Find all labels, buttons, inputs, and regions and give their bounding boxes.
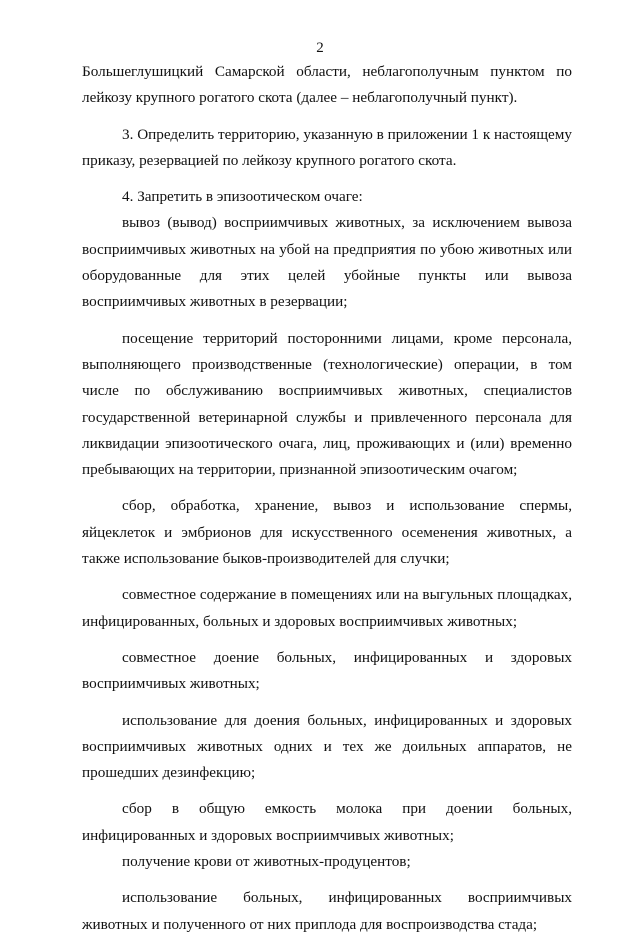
paragraph: 4. Запретить в эпизоотическом очаге: <box>122 188 363 206</box>
paragraph: сбор в общую емкость молока при доении больных, инфицированных и здоровых восприимчивых животных; <box>82 800 572 844</box>
paragraph: использование для доения больных, инфицированных и здоровых восприимчивых животных одних и тех же доильных аппаратов, не прошедших дезинфекцию; <box>82 711 572 782</box>
paragraph: Большеглушицкий Самарской области, неблагополучным пунктом по лейкозу крупного рогатого скота (далее – неблагополучный пункт). <box>82 63 572 107</box>
paragraph: сбор, обработка, хранение, вывоз и использование спермы, яйцеклеток и эмбрионов для искусственного осеменения животных, а также использование быков-производителей для случки; <box>82 497 572 568</box>
page-number: 2 <box>316 40 324 56</box>
document-body <box>82 59 572 938</box>
paragraph: получение крови от животных-продуцентов; <box>122 853 411 871</box>
paragraph: вывоз (вывод) восприимчивых животных, за исключением вывоза восприимчивых животных на убой на предприятия по убою животных или оборудованные для этих целей убойные пункты или вывоза восприимчивых животных в резервации; <box>82 214 572 311</box>
paragraph: совместное содержание в помещениях или на выгульных площадках, инфицированных, больных и здоровых восприимчивых животных; <box>82 586 572 630</box>
paragraph: посещение территорий посторонними лицами, кроме персонала, выполняющего производственные (технологические) операции, в том числе по обслуживанию восприимчивых животных, специалистов государственной ветеринарной службы и привлеченного персонала для ликвидации эпизоотического очага, лиц, проживающих и (или) временно пребывающих на территории, признанной эпизоотическим очагом; <box>82 329 572 479</box>
paragraph: совместное доение больных, инфицированных и здоровых восприимчивых животных; <box>82 648 572 693</box>
paragraph: использование больных, инфицированных восприимчивых животных и полученного от них приплода для воспроизводства стада; <box>82 889 572 933</box>
paragraph: 3. Определить территорию, указанную в приложении 1 к настоящему приказу, резервацией по лейкозу крупного рогатого скота. <box>82 125 572 169</box>
